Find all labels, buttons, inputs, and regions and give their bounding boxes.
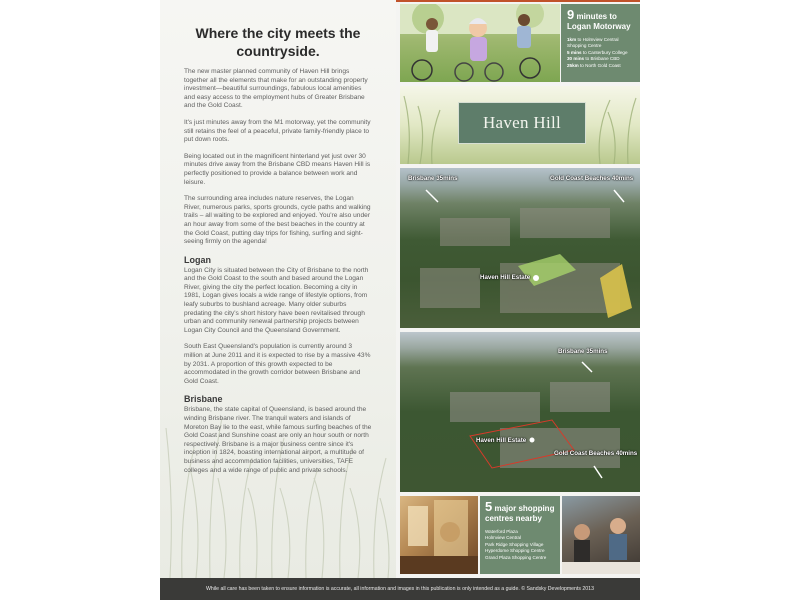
cyclists-illustration (400, 4, 560, 82)
brochure-page (160, 0, 640, 600)
family-cycling-photo (400, 4, 560, 82)
label-brisbane: Brisbane 35mins (408, 175, 458, 182)
motorway-info-title: 9 minutes to Logan Motorway (567, 7, 631, 31)
intro-paragraph-4: The surrounding area includes nature reserves, the Logan River, numerous parks, sports grounds, cycle paths and walking trails – all waiting to be explored and enjoyed. You're also under an hour away from some of the best beaches in the country at the Gold Coast, putting day trips for fishing, surfing and sight-seeing firmly on the agenda! (184, 195, 371, 246)
intro-paragraph-2: It's just minutes away from the M1 motorway, yet the community still retains the feel of a peaceful, private family-friendly place to put down roots. (184, 118, 371, 144)
estate-marker (530, 438, 535, 443)
distance-item: 1km to Holmview Central Shopping Centre (567, 37, 619, 49)
distance-item: 5 mins to Canterbury College (567, 49, 628, 55)
label-brisbane: Brisbane 35mins (558, 348, 608, 355)
aerial-photo-2 (400, 332, 640, 492)
estate-marker (533, 275, 539, 281)
shopping-centre-item: Waterford Plaza (485, 529, 518, 534)
haven-hill-banner (400, 86, 640, 164)
cafe-illustration (562, 496, 640, 574)
brisbane-paragraph-1: Brisbane, the state capital of Queensland, is based around the winding Brisbane river. The tranquil waters and islands of Moreton Bay lie to the east, while famous surfing beaches of the Gold Coast and Sunshine coast are only an hour south or north respectively. Brisbane is a major business centre since it's inception in 1824, boasting international airport, a multitude of business and accommodation facilities, universities, TAFE colleges and a wide range of public and private schools. (184, 406, 372, 474)
logan-paragraph-2: South East Queensland's population is currently around 3 million at June 2011 and it is expected to rise by a massive 43% by 2031. A proportion of this growth expected to be accommodated in the growth corridor between Brisbane and Gold Coast. (184, 343, 371, 385)
distance-item: 30 mins to Brisbane CBD (567, 56, 620, 62)
brisbane-heading: Brisbane (184, 394, 223, 405)
intro-paragraph-3: Being located out in the magnificent hinterland yet just over 30 minutes drive away from the Brisbane CBD means Haven Hill is perfectly positioned to provide a balance between work and leisure. (184, 152, 371, 186)
haven-hill-logo (458, 102, 586, 144)
label-estate: Haven Hill Estate (476, 437, 527, 444)
brisbane-arrow (426, 190, 438, 202)
distance-item: 25km to North Gold Coast (567, 62, 621, 68)
brisbane-arrow (582, 362, 592, 372)
text-column (160, 0, 396, 578)
logan-heading: Logan (184, 254, 211, 265)
aerial-map-2 (400, 332, 640, 492)
shopping-centre-item: Grand Plaza Shopping Centre (485, 554, 547, 560)
headline: Where the city meets the countryside. (195, 25, 361, 59)
label-gold-coast: Gold Coast Beaches 40mins (554, 450, 638, 457)
footer-disclaimer: While all care has been taken to ensure information is accurate, all information and images in this publication is only intended as a guide. © Sandsky Developments 2013 (160, 578, 640, 600)
shopping-centre-photo (400, 496, 478, 574)
label-gold-coast: Gold Coast Beaches 40mins (550, 175, 634, 182)
shopping-centre-item: Hyperdome Shopping Centre (485, 548, 545, 554)
shopping-info-title: 5 major shopping centres nearby (485, 499, 555, 523)
shopping-centre-list (485, 529, 557, 561)
shopping-centre-item: Park Ridge Shopping Village (485, 541, 544, 547)
logo-text: Haven Hill (482, 113, 562, 132)
shopping-centre-item: Holmview Central (485, 535, 521, 541)
body-copy (184, 68, 372, 483)
motorway-info-box (561, 4, 640, 82)
motorway-distance-list (567, 37, 637, 69)
logan-paragraph-1: Logan City is situated between the City of Brisbane to the north and the Gold Coast to the south and based around the Logan River, giving the city the perfect location. Becoming a city in 1981, Logan gives locals a wide range of lifestyle options, from leafy suburbs to bushland acreage. Many older suburbs predating the city's short history have been revitalised through urban and community renewal partnership projects between Logan City Council and the Queensland Government. (184, 266, 369, 334)
aerial-photo-1 (400, 168, 640, 328)
shopping-illustration (400, 496, 478, 574)
label-estate: Haven Hill Estate (480, 274, 531, 281)
aerial-map-1 (400, 168, 640, 328)
intro-paragraph-1: The new master planned community of Haven Hill brings together all the elements that make for an outstanding property investment—beautiful surroundings, fabulous local amenities and easy access to the employment hubs of Greater Brisbane and the Gold Coast. (184, 68, 368, 110)
shopping-info-box (480, 496, 560, 574)
gold-coast-arrow (614, 190, 624, 202)
cafe-photo (562, 496, 640, 574)
